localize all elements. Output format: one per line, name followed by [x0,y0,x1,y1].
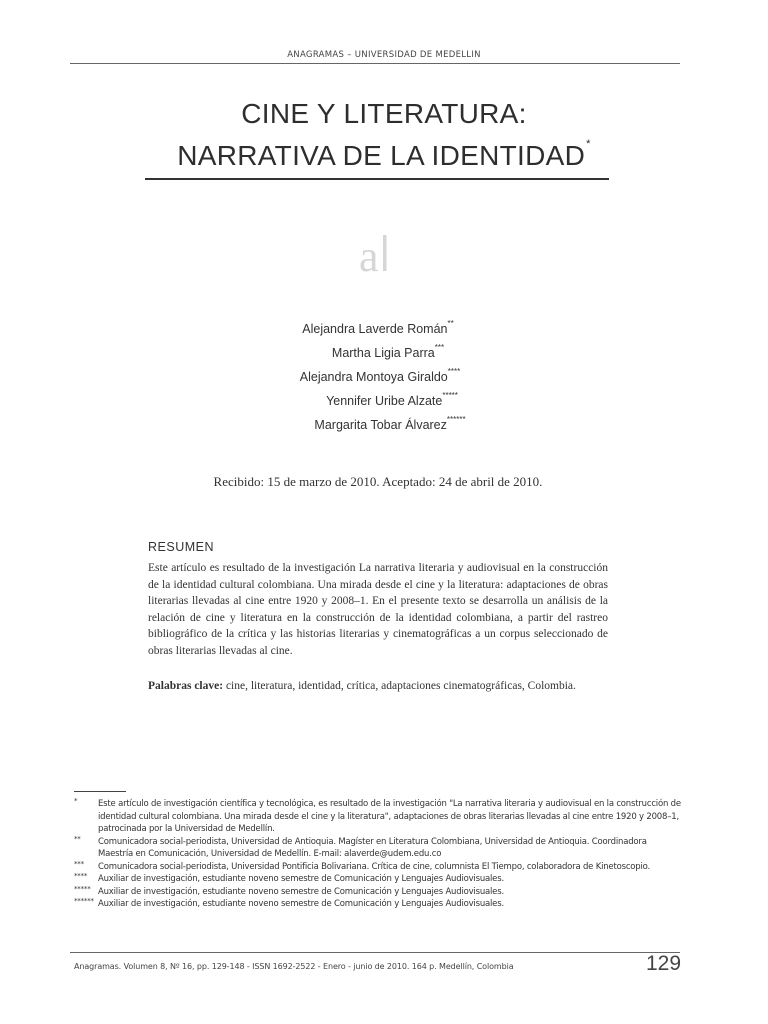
footnotes [74,798,682,911]
author-5 [6,415,768,432]
page-number: 129 [646,952,682,975]
article-title-line-2 [0,140,768,172]
author-2 [4,343,768,360]
title-footnote-mark[interactable]: * [586,138,591,150]
title-underline [145,178,609,180]
author-footnote-mark[interactable]: *** [434,343,445,352]
author-name: Alejandra Montoya Giraldo [299,370,448,384]
logo-stem [383,235,387,271]
keywords [148,678,608,695]
logo-glyph: a [359,232,379,279]
footnote-1 [74,798,682,836]
footnote-mark: **** [74,872,88,880]
footnote-text: Auxiliar de investigación, estudiante noveno semestre de Comunicación y Lenguajes Audiovisuales. [98,899,504,909]
footnote-mark: ****** [74,897,94,905]
footnote-text: Auxiliar de investigación, estudiante noveno semestre de Comunicación y Lenguajes Audiovisuales. [98,874,504,884]
footnote-3 [74,861,682,874]
author-1 [0,319,762,336]
footnote-text: Comunicadora social-periodista, Universidad de Antioquia. Magíster en Literatura Colombiana, Universidad de Antioquia. Coordinadora Maestría en Comunicación, Universidad de Medellín. E-mail: alaverde@udem.edu.co [98,836,647,859]
footnote-5 [74,886,682,899]
header-divider [70,63,680,64]
footer-citation: Anagramas. Volumen 8, Nº 16, pp. 129-148 - ISSN 1692-2522 - Enero - junio de 2010. 164 p. Medellín, Colombia [74,962,514,971]
author-name: Margarita Tobar Álvarez [314,418,447,432]
footnote-divider [74,791,126,792]
footnote-text: Auxiliar de investigación, estudiante noveno semestre de Comunicación y Lenguajes Audiovisuales. [98,886,504,897]
received-accepted-dates: Recibido: 15 de marzo de 2010. Aceptado: 24 de abril de 2010. [213,474,543,489]
running-head: ANAGRAMAS – UNIVERSIDAD DE MEDELLIN [287,50,481,60]
footnote-6 [74,898,682,911]
author-footnote-mark[interactable]: ****** [446,415,466,424]
footnote-mark: * [74,797,78,805]
keywords-list: cine, literatura, identidad, crítica, adaptaciones cinematográficas, Colombia. [223,680,576,692]
abstract-heading: RESUMEN [148,540,215,554]
keywords-label: Palabras clave: [148,680,224,692]
footnote-text: Este artículo de investigación científica y tecnológica, es resultado de la investigación "La narrativa literaria y audiovisual en la construcción de identidad cultural colombiana. Una mirada desde el cine y la literatura", adaptaciones de obras literarias llevadas al cine entre 1920 y 2008–1, patrocinada por la Universidad de Medellín. [98,799,681,834]
article-title-text: NARRATIVA DE LA IDENTIDAD [177,140,586,171]
author-footnote-mark[interactable]: ** [447,319,454,328]
footer-divider [70,952,680,953]
author-footnote-mark[interactable]: ***** [442,391,458,400]
author-name: Yennifer Uribe Alzate [326,394,443,408]
article-title-line-1: CINE Y LITERATURA: [241,98,527,129]
footnote-mark: ***** [74,884,91,893]
author-4 [8,391,768,408]
footnote-text: Comunicadora social-periodista, Universidad Pontificia Bolivariana. Crítica de cine, columnista El Tiempo, colaboradora de Kinetoscopio. [98,861,651,872]
footnote-4 [74,873,682,886]
footnote-mark: *** [74,859,84,868]
journal-logo-icon [356,231,396,279]
footnote-mark: ** [74,834,81,843]
author-footnote-mark[interactable]: **** [447,367,461,376]
author-name: Alejandra Laverde Román [302,322,448,336]
author-name: Martha Ligia Parra [331,346,435,360]
author-3 [0,367,764,384]
footnote-2 [74,836,682,861]
abstract-body: Este artículo es resultado de la investigación La narrativa literaria y audiovisual en la construcción de la identidad cultural colombiana. Una mirada desde el cine y la literatura: adaptaciones de obras literarias llevadas al cine entre 1920 y 2008–1. En el presente texto se desarrolla un análisis de la relación de cine y literatura en la construcción de la identidad colombiana, a partir del rastreo bibliográfico de la crítica y las historias literarias y cinematográficas a un corpus seleccionado de obras literarias llevadas al cine. [148,562,608,657]
